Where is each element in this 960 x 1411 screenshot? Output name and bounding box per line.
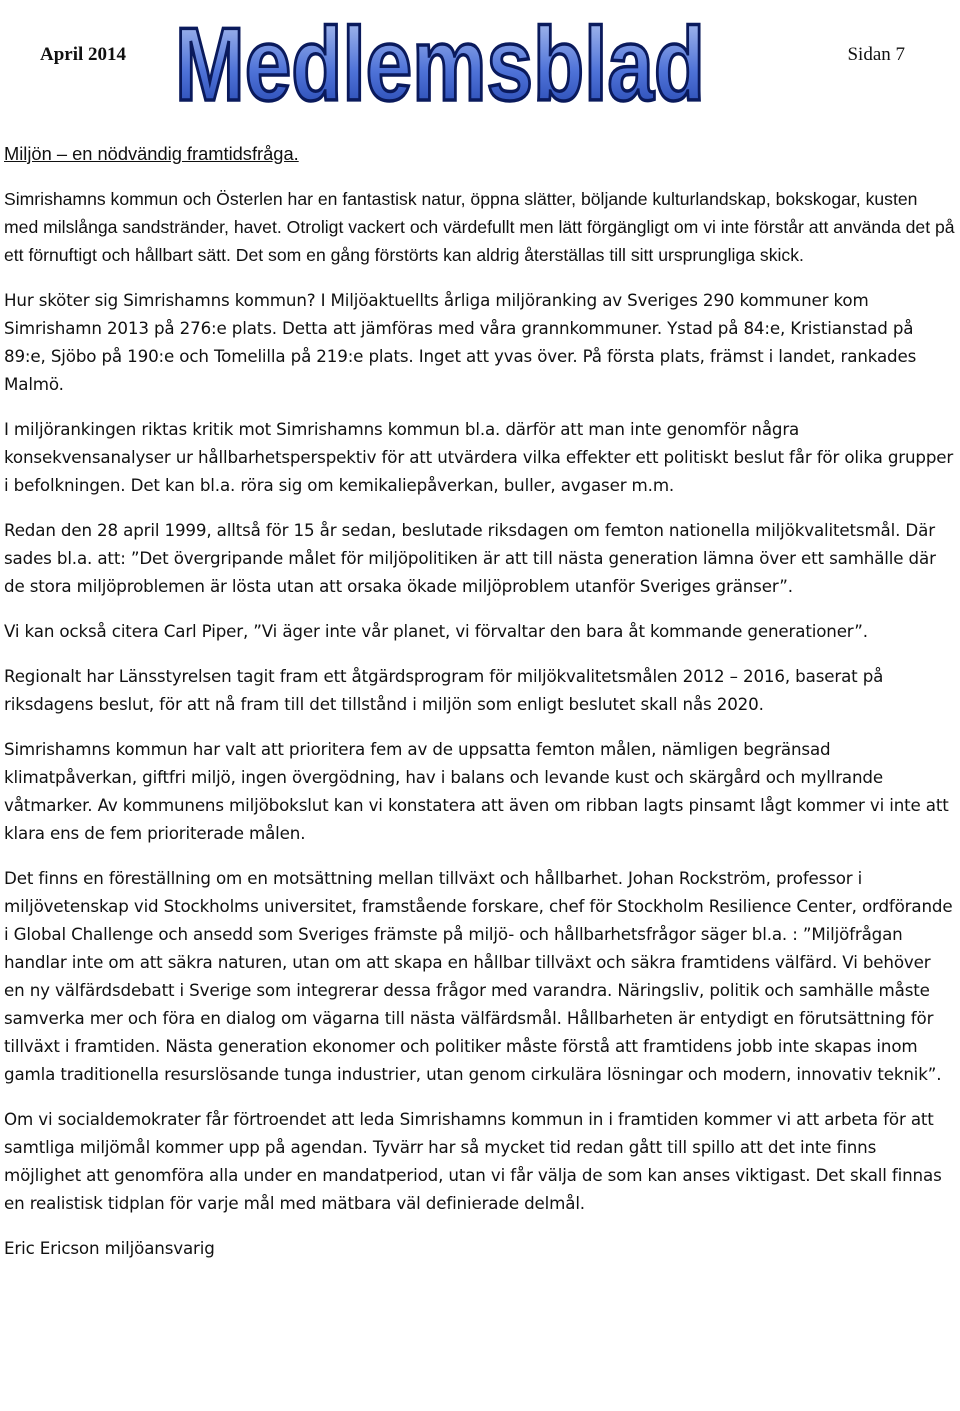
paragraph: Hur sköter sig Simrishamns kommun? I Miljöaktuellts årliga miljöranking av Sveriges 290 kommuner kom Simrishamn 2013 på 276:e plats. Detta att jämföras med våra grannkommuner. Ystad på 84:e, Kristianstad på 89:e, Sjöbo på 190:e och Tomelilla på 219:e plats. Inget att yvas över. På första plats, främst i landet, rankades Malmö. [4,290,917,394]
paragraph: Om vi socialdemokrater får förtroendet att leda Simrishamns kommun in i framtiden kommer vi att arbeta för att samtliga miljömål kommer upp på agendan. Tyvärr har så mycket tid redan gått till spillo att det inte finns möjlighet att genomföra alla under en mandatperiod, utan vi får välja de som kan anses viktigast. Det skall finnas en realistisk tidplan för varje mål med mätbara väl definierade delmål. [4,1109,942,1213]
page-header [0,0,960,123]
paragraph: Det finns en föreställning om en motsättning mellan tillväxt och hållbarhet. Johan Rockström, professor i miljövetenskap vid Stockholms universitet, framstående forskare, chef för Stockholm Resilience Center, ordförande i Global Challenge och ansedd som Sveriges främste på miljö- och hållbarhetsfrågor säger bl.a. : ”Miljöfrågan handlar inte om att säkra naturen, utan om att skapa en hållbar tillväxt och säkra framtidens välfärd. Vi behöver en ny välfärdsdebatt i Sverige som integrerar dessa frågor med varandra. Näringsliv, politik och samhälle måste samverka mer och föra en dialog om vägarna till nästa välfärdsmål. Hållbarheten är entydigt en förutsättning för tillväxt i framtiden. Nästa generation ekonomer och politiker måste förstå att framtidens jobb inte skapas inom gamla traditionella resurslösande tunga industrier, utan genom cirkulära lösningar och modern, innovativ teknik”. [4,868,953,1084]
paragraph: I miljörankingen riktas kritik mot Simrishamns kommun bl.a. därför att man inte genomför några konsekvensanalyser ur hållbarhetsperspektiv för att utvärdera vilka effekter ett politiskt beslut får för olika grupper i befolkningen. Det kan bl.a. röra sig om kemikaliepåverkan, buller, avgaser m.m. [4,419,954,495]
issue-date: April 2014 [40,44,127,65]
article [4,140,956,1262]
paragraph: Simrishamns kommun har valt att prioritera fem av de uppsatta femton målen, nämligen begränsad klimatpåverkan, giftfri miljö, ingen övergödning, hav i balans och levande kust och skärgård och myllrande våtmarker. Av kommunens miljöbokslut kan vi konstatera att även om ribban lagts pinsamt lågt kommer vi inte att klara ens de fem prioriterade målen. [4,739,949,843]
article-title: Miljön – en nödvändig framtidsfråga. [4,143,299,164]
paragraph-intro: Simrishamns kommun och Österlen har en fantastisk natur, öppna slätter, böljande kulturlandskap, bokskogar, kusten med milslånga sandstränder, havet. Otroligt vackert och värdefullt men lätt förgängligt om vi inte förstår att använda det på ett förnuftigt och hållbart sätt. Det som en gång förstörts kan aldrig återställas till sitt ursprungliga skick. [4,189,955,265]
medlemsblad-logo [170,2,710,123]
logo-text: Medlemsblad [175,7,705,123]
paragraph: Regionalt har Länsstyrelsen tagit fram ett åtgärdsprogram för miljökvalitetsmålen 2012 – 2016, baserat på riksdagens beslut, för att nå fram till det tillstånd i miljön som enligt beslutet skall nås 2020. [4,666,884,714]
paragraph: Vi kan också citera Carl Piper, ”Vi äger inte vår planet, vi förvaltar den bara åt kommande generationer”. [4,621,868,641]
paragraph: Redan den 28 april 1999, alltså för 15 år sedan, beslutade riksdagen om femton nationella miljökvalitetsmål. Där sades bl.a. att: ”Det övergripande målet för miljöpolitiken är att till nästa generation lämna över ett samhälle där de stora miljöproblemen är lösta utan att orsaka ökade miljöproblem utanför Sveriges gränser”. [4,520,936,596]
author-signature: Eric Ericson miljöansvarig [4,1238,215,1258]
page-number: Sidan 7 [847,44,905,65]
